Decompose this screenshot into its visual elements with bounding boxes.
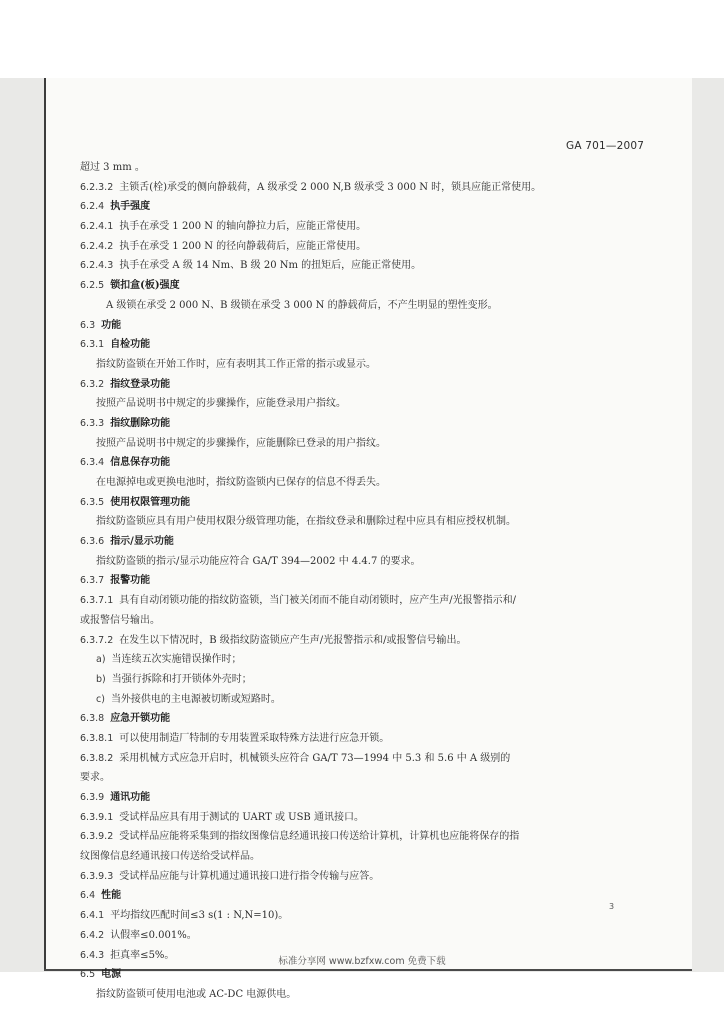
clause-line xyxy=(80,631,640,651)
clause-line xyxy=(80,276,640,296)
clause-line xyxy=(80,493,640,513)
clause-number: 6.4 xyxy=(80,890,96,902)
clause-number: 6.4.3 xyxy=(80,949,105,961)
clause-heading: 报警功能 xyxy=(110,575,151,587)
clause-text: 或报警信号输出。 xyxy=(80,614,160,626)
clause-text: 采用机械方式应急开启时，机械锁头应符合 GA/T 73—1994 中 5.3 和 5.6 中 A 级别的 xyxy=(119,752,511,764)
clause-number: 6.3 xyxy=(80,319,96,331)
clause-text: 执手在承受 1 200 N 的径向静载荷后，应能正常使用。 xyxy=(119,240,367,252)
clause-number: 6.2.4.1 xyxy=(80,221,114,233)
clause-text: 执手在承受 1 200 N 的轴向静拉力后，应能正常使用。 xyxy=(119,221,367,233)
text-line xyxy=(80,768,640,788)
clause-line xyxy=(80,197,640,217)
clause-line xyxy=(80,178,640,198)
clause-text: 纹图像信息经通讯接口传送给受试样品。 xyxy=(80,851,260,863)
clause-line xyxy=(80,256,640,276)
clause-line xyxy=(80,965,640,985)
clause-line xyxy=(80,827,640,847)
text-line xyxy=(80,355,640,375)
clause-text: 指纹防盗锁在开始工作时，应有表明其工作正常的指示或显示。 xyxy=(96,358,376,370)
clause-text: 指纹防盗锁应具有用户使用权限分级管理功能，在指纹登录和删除过程中应具有相应授权机制。 xyxy=(96,516,516,528)
clause-line xyxy=(80,690,640,710)
clause-number: 6.3.7.1 xyxy=(80,595,114,607)
clause-number: 6.3.8.1 xyxy=(80,732,114,744)
text-line xyxy=(80,611,640,631)
clause-text: 拒真率≤5%。 xyxy=(110,949,175,961)
clause-text: 指纹防盗锁的指示/显示功能应符合 GA/T 394—2002 中 4.4.7 的要求。 xyxy=(96,555,421,567)
clause-heading: 指示/显示功能 xyxy=(110,536,174,548)
clause-heading: 性能 xyxy=(101,890,122,902)
clause-heading: 信息保存功能 xyxy=(110,457,171,469)
clause-number: 6.4.2 xyxy=(80,929,105,941)
clause-number: 6.3.2 xyxy=(80,378,105,390)
clause-line xyxy=(80,375,640,395)
clause-heading: 指纹登录功能 xyxy=(110,378,171,390)
clause-line xyxy=(80,886,640,906)
clause-number: 6.5 xyxy=(80,969,96,981)
clause-number: b) xyxy=(96,673,106,685)
clause-number: 6.3.9.2 xyxy=(80,831,114,843)
clause-line xyxy=(80,670,640,690)
scan-top-margin xyxy=(0,0,724,78)
clause-line xyxy=(80,453,640,473)
clause-heading: 使用权限管理功能 xyxy=(110,496,191,508)
clause-number: 6.3.9.3 xyxy=(80,870,114,882)
clause-number: 6.2.4 xyxy=(80,201,105,213)
clause-line xyxy=(80,729,640,749)
clause-text: 认假率≤0.001%。 xyxy=(110,929,197,941)
clause-text: 按照产品说明书中规定的步骤操作，应能删除已登录的用户指纹。 xyxy=(96,437,386,449)
clause-text: 按照产品说明书中规定的步骤操作，应能登录用户指纹。 xyxy=(96,398,346,410)
clause-text: 平均指纹匹配时间≤3 s(1 : N,N=10)。 xyxy=(110,910,289,922)
text-line xyxy=(80,394,640,414)
clause-line xyxy=(80,926,640,946)
clause-number: c) xyxy=(96,693,105,705)
clause-line xyxy=(80,316,640,336)
clause-heading: 自检功能 xyxy=(110,339,151,351)
document-body xyxy=(80,158,640,1005)
clause-text: 受试样品应具有用于测试的 UART 或 USB 通讯接口。 xyxy=(119,811,364,823)
clause-number: 6.3.8 xyxy=(80,713,105,725)
standard-number-header: GA 701—2007 xyxy=(566,140,645,152)
clause-heading: 锁扣盒(板)强度 xyxy=(110,280,180,292)
clause-text: 主锁舌(栓)承受的侧向静载荷，A 级承受 2 000 N,B 级承受 3 000 N 时，锁具应能正常使用。 xyxy=(119,181,542,193)
clause-number: 6.3.1 xyxy=(80,339,105,351)
text-line xyxy=(80,512,640,532)
clause-text: 可以使用制造厂特制的专用装置采取特殊方法进行应急开锁。 xyxy=(119,732,390,744)
clause-text: 当外接供电的主电源被切断或短路时。 xyxy=(110,693,281,705)
text-line xyxy=(80,434,640,454)
clause-number: 6.3.9.1 xyxy=(80,811,114,823)
clause-number: 6.3.6 xyxy=(80,536,105,548)
clause-number: 6.2.3.2 xyxy=(80,181,114,193)
clause-line xyxy=(80,335,640,355)
clause-line xyxy=(80,788,640,808)
clause-line xyxy=(80,808,640,828)
clause-heading: 电源 xyxy=(101,969,122,981)
text-line xyxy=(80,158,640,178)
clause-text: 在电源掉电或更换电池时，指纹防盗锁内已保存的信息不得丢失。 xyxy=(96,477,386,488)
clause-line xyxy=(80,217,640,237)
clause-number: 6.3.5 xyxy=(80,496,105,508)
clause-line xyxy=(80,414,640,434)
clause-line xyxy=(80,650,640,670)
clause-number: 6.3.3 xyxy=(80,417,105,429)
clause-heading: 功能 xyxy=(101,319,122,331)
clause-heading: 通讯功能 xyxy=(110,792,151,803)
clause-number: 6.3.8.2 xyxy=(80,752,114,764)
clause-heading: 执手强度 xyxy=(110,201,151,213)
clause-number: 6.3.7.2 xyxy=(80,634,114,646)
clause-text: 指纹防盗锁可使用电池或 AC-DC 电源供电。 xyxy=(96,988,297,1000)
clause-text: 具有自动闭锁功能的指纹防盗锁，当门被关闭而不能自动闭锁时，应产生声/光报警指示和/ xyxy=(119,595,516,607)
clause-line xyxy=(80,906,640,926)
clause-line xyxy=(80,867,640,887)
text-line xyxy=(80,985,640,1005)
text-line xyxy=(80,847,640,867)
clause-number: a) xyxy=(96,654,106,666)
clause-number: 6.2.4.3 xyxy=(80,260,114,272)
clause-number: 6.3.7 xyxy=(80,575,105,587)
clause-number: 6.2.4.2 xyxy=(80,240,114,252)
clause-line xyxy=(80,591,640,611)
clause-text: 受试样品应能将采集到的指纹图像信息经通讯接口传送给计算机，计算机也应能将保存的指 xyxy=(119,831,520,843)
clause-text: 在发生以下情况时，B 级指纹防盗锁应产生声/光报警指示和/或报警信号输出。 xyxy=(119,634,467,646)
page-number: 3 xyxy=(609,902,615,911)
watermark-footer: 标准分享网 www.bzfxw.com 免费下载 xyxy=(278,956,446,967)
clause-text: A 级锁在承受 2 000 N、B 级锁在承受 3 000 N 的静载荷后，不产生明显的塑性变形。 xyxy=(106,299,498,311)
clause-number: 6.2.5 xyxy=(80,280,105,292)
clause-line xyxy=(80,709,640,729)
clause-text: 执手在承受 A 级 14 Nm、B 级 20 Nm 的扭矩后，应能正常使用。 xyxy=(119,260,422,272)
clause-heading: 指纹删除功能 xyxy=(110,417,171,429)
clause-number: 6.4.1 xyxy=(80,910,105,922)
text-line xyxy=(80,296,640,316)
clause-text: 超过 3 mm 。 xyxy=(80,162,145,173)
text-line xyxy=(80,473,640,493)
clause-text: 当强行拆除和打开锁体外壳时； xyxy=(111,673,252,685)
clause-line xyxy=(80,571,640,591)
clause-number: 6.3.9 xyxy=(80,792,105,803)
clause-heading: 应急开锁功能 xyxy=(110,713,171,725)
clause-number: 6.3.4 xyxy=(80,457,105,469)
clause-text: 受试样品应能与计算机通过通讯接口进行指令传输与应答。 xyxy=(119,870,380,882)
text-line xyxy=(80,552,640,572)
clause-line xyxy=(80,749,640,769)
clause-text: 要求。 xyxy=(80,772,110,784)
clause-text: 当连续五次实施错误操作时； xyxy=(111,654,242,666)
clause-line xyxy=(80,532,640,552)
clause-line xyxy=(80,237,640,257)
